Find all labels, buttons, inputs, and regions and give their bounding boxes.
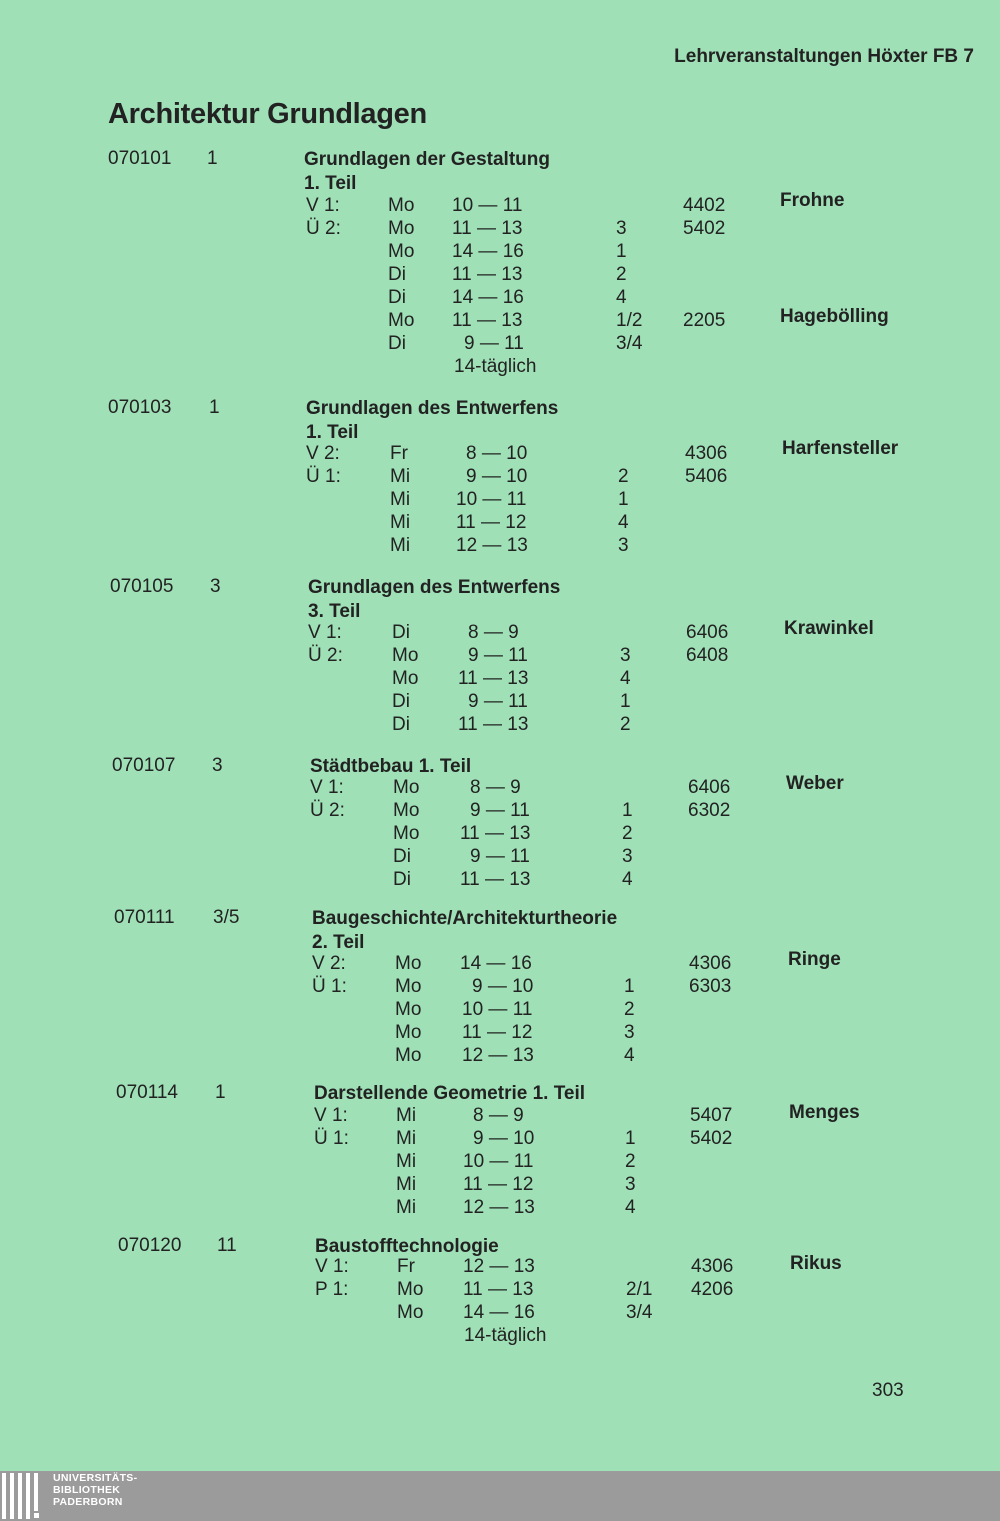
session-row: [0, 1256, 1000, 1279]
session-kind: V 1:: [315, 1256, 349, 1277]
session-day: Mo: [395, 953, 422, 974]
session-day: Mo: [395, 976, 422, 997]
session-group: 3: [624, 1022, 635, 1043]
session-group: 4: [618, 512, 629, 533]
course-name: [308, 576, 560, 624]
session-kind: P 1:: [315, 1279, 349, 1300]
session-day: Fr: [390, 443, 408, 464]
session-day: Di: [392, 622, 410, 643]
session-day: Di: [388, 287, 406, 308]
session-row: [0, 1022, 1000, 1045]
course-part: 1. Teil: [306, 422, 359, 443]
session-kind: Ü 2:: [306, 218, 341, 239]
session-group: 4: [625, 1197, 636, 1218]
session-time: 11 — 13: [460, 869, 531, 890]
session-day: Mi: [390, 512, 411, 533]
session-time: 9 — 10: [473, 1128, 535, 1149]
session-day: Mo: [388, 195, 415, 216]
session-day: Mi: [390, 489, 411, 510]
session-group: 2: [618, 466, 629, 487]
session-time: 14 — 16: [460, 953, 532, 974]
course-name: [312, 907, 617, 955]
course-semester: 1: [209, 397, 220, 418]
session-time: 10 — 11: [462, 999, 533, 1020]
session-day: Mi: [396, 1174, 417, 1195]
session-day: Mo: [393, 823, 420, 844]
course-lecturer: Hagebölling: [780, 306, 889, 327]
session-time: 8 — 10: [466, 443, 528, 464]
session-kind: V 1:: [308, 622, 342, 643]
session-day: Di: [388, 333, 406, 354]
course-name: [306, 397, 558, 445]
session-time: 11 — 12: [463, 1174, 534, 1195]
session-row: [0, 1151, 1000, 1174]
session-group: 1: [616, 241, 627, 262]
course-semester: 11: [217, 1235, 237, 1256]
session-kind: Ü 2:: [308, 645, 343, 666]
session-group: 3/4: [626, 1302, 653, 1323]
library-logo-icon: [2, 1473, 46, 1519]
session-row: [0, 287, 1000, 310]
session-row: [0, 1174, 1000, 1197]
session-row: [0, 535, 1000, 558]
course-code: 070120: [118, 1235, 182, 1256]
course-title: Baugeschichte/Architekturtheorie: [312, 908, 618, 929]
session-group: 2: [620, 714, 631, 735]
session-time: 11 — 13: [458, 668, 529, 689]
session-time: 9 — 11: [464, 333, 524, 354]
session-group: 4: [622, 869, 633, 890]
session-group: 2/1: [626, 1279, 653, 1300]
session-time: 11 — 13: [452, 264, 523, 285]
session-row: [0, 333, 1000, 356]
session-group: 1: [618, 489, 629, 510]
session-day: Mi: [396, 1105, 417, 1126]
course-lecturer: Frohne: [780, 190, 845, 211]
session-kind: V 2:: [306, 443, 340, 464]
session-kind: Ü 1:: [306, 466, 341, 487]
session-day: Mo: [397, 1279, 424, 1300]
session-group: 3: [620, 645, 631, 666]
session-time: 10 — 11: [463, 1151, 534, 1172]
session-room: 4402: [683, 195, 726, 216]
session-kind: V 2:: [312, 953, 346, 974]
session-row: [0, 443, 1000, 466]
course-semester: 3: [210, 576, 221, 597]
session-time: 9 — 10: [472, 976, 534, 997]
session-time: 11 — 13: [452, 310, 523, 331]
course-title: Grundlagen der Gestaltung: [304, 149, 550, 170]
session-time: 12 — 13: [463, 1197, 535, 1218]
session-room: 5402: [683, 218, 726, 239]
session-row: [0, 691, 1000, 714]
session-row: [0, 668, 1000, 691]
session-row: [0, 218, 1000, 241]
course-part: 1. Teil: [304, 173, 357, 194]
session-group: 1: [625, 1128, 636, 1149]
session-group: 4: [616, 287, 627, 308]
session-group: 4: [624, 1045, 635, 1066]
session-day: Mi: [396, 1128, 417, 1149]
session-room: 6408: [686, 645, 729, 666]
session-group: 1: [620, 691, 631, 712]
session-day: Mo: [395, 1022, 422, 1043]
session-group: 3: [618, 535, 629, 556]
session-day: Mi: [396, 1197, 417, 1218]
session-row: [0, 645, 1000, 668]
session-time: 11 — 13: [463, 1279, 534, 1300]
course-code: 070103: [108, 397, 172, 418]
session-room: 6406: [688, 777, 731, 798]
session-row: [0, 310, 1000, 333]
session-room: 4306: [689, 953, 732, 974]
session-row: [0, 953, 1000, 976]
course-lecturer: Rikus: [790, 1253, 842, 1274]
session-day: Mo: [392, 645, 419, 666]
session-row: [0, 1045, 1000, 1068]
session-row: [0, 1128, 1000, 1151]
session-row: [0, 976, 1000, 999]
session-group: 2: [625, 1151, 636, 1172]
course-code: 070101: [108, 148, 172, 169]
library-name-line: PADERBORN: [53, 1496, 123, 1508]
session-row: [0, 512, 1000, 535]
session-time: 14 — 16: [463, 1302, 535, 1323]
course-semester: 1: [207, 148, 218, 169]
session-time: 14 — 16: [452, 241, 524, 262]
course-title: Baustofftechnologie: [315, 1236, 499, 1257]
course-title: Grundlagen des Entwerfens: [308, 577, 561, 598]
session-time: 8 — 9: [473, 1105, 524, 1126]
course-semester: 3: [212, 755, 223, 776]
course-code: 070114: [116, 1082, 178, 1103]
session-kind: Ü 1:: [314, 1128, 349, 1149]
session-room: 4306: [685, 443, 728, 464]
library-footer: [0, 1471, 1000, 1521]
session-group: 1: [622, 800, 633, 821]
course-name: [310, 755, 471, 779]
session-group: 3: [625, 1174, 636, 1195]
session-time: 11 — 13: [452, 218, 523, 239]
session-row: [0, 714, 1000, 737]
course-name: [314, 1082, 585, 1106]
session-row: [0, 241, 1000, 264]
session-group: 4: [620, 668, 631, 689]
session-room: 4306: [691, 1256, 734, 1277]
library-name: [53, 1472, 137, 1508]
course-lecturer: Weber: [786, 773, 844, 794]
session-group: 3: [616, 218, 627, 239]
session-group: 2: [622, 823, 633, 844]
course-lecturer: Menges: [789, 1102, 860, 1123]
session-row: [0, 777, 1000, 800]
session-kind: Ü 2:: [310, 800, 345, 821]
session-row: [0, 999, 1000, 1022]
session-room: 6303: [689, 976, 732, 997]
session-room: 6302: [688, 800, 731, 821]
library-name-line: UNIVERSITÄTS-: [53, 1472, 138, 1484]
session-kind: Ü 1:: [312, 976, 347, 997]
course-lecturer: Ringe: [788, 949, 841, 970]
session-row: [0, 869, 1000, 892]
course-title: Städtbebau 1. Teil: [310, 756, 472, 777]
session-group: 1: [624, 976, 635, 997]
session-day: Mi: [390, 466, 411, 487]
session-row: [0, 823, 1000, 846]
session-row: [0, 466, 1000, 489]
page-number: 303: [872, 1380, 904, 1401]
session-day: Mo: [395, 999, 422, 1020]
session-room: 2205: [683, 310, 726, 331]
session-time: 11 — 13: [460, 823, 531, 844]
session-kind: V 1:: [314, 1105, 348, 1126]
session-time: 12 — 13: [462, 1045, 534, 1066]
session-row: [0, 264, 1000, 287]
session-room: 6406: [686, 622, 729, 643]
session-room: 5407: [690, 1105, 733, 1126]
session-group: 3: [622, 846, 633, 867]
session-row: [0, 1279, 1000, 1302]
session-time: 14 — 16: [452, 287, 524, 308]
session-row: [0, 195, 1000, 218]
session-row: [0, 846, 1000, 869]
session-day: Di: [393, 846, 411, 867]
session-time: 9 — 10: [466, 466, 528, 487]
course-code: 070105: [110, 576, 174, 597]
course-note: 14-täglich: [454, 356, 537, 377]
session-group: 2: [616, 264, 627, 285]
session-day: Mo: [393, 777, 420, 798]
course-lecturer: Harfensteller: [782, 438, 899, 459]
session-time: 9 — 11: [468, 691, 528, 712]
course-lecturer: Krawinkel: [784, 618, 874, 639]
session-room: 5402: [690, 1128, 733, 1149]
session-day: Mi: [396, 1151, 417, 1172]
session-row: [0, 800, 1000, 823]
session-row: [0, 1197, 1000, 1220]
library-name-line: BIBLIOTHEK: [53, 1484, 121, 1496]
session-day: Mo: [395, 1045, 422, 1066]
session-time: 11 — 12: [462, 1022, 533, 1043]
session-room: 5406: [685, 466, 728, 487]
session-day: Mo: [388, 310, 415, 331]
course-code: 070107: [112, 755, 176, 776]
session-row: [0, 1302, 1000, 1325]
session-row: [0, 622, 1000, 645]
session-time: 11 — 12: [456, 512, 527, 533]
session-day: Mo: [397, 1302, 424, 1323]
course-note: 14-täglich: [464, 1325, 547, 1346]
session-time: 11 — 13: [458, 714, 529, 735]
session-time: 8 — 9: [470, 777, 521, 798]
session-group: 3/4: [616, 333, 643, 354]
course-code: 070111: [114, 907, 175, 928]
session-day: Mo: [388, 241, 415, 262]
course-name: [304, 148, 550, 196]
session-day: Mo: [388, 218, 415, 239]
session-row: [0, 1105, 1000, 1128]
course-semester: 1: [215, 1082, 226, 1103]
section-title: Architektur Grundlagen: [108, 98, 427, 130]
session-day: Di: [392, 691, 410, 712]
session-time: 8 — 9: [468, 622, 519, 643]
running-header: Lehrveranstaltungen Höxter FB 7: [674, 46, 974, 67]
session-day: Mo: [393, 800, 420, 821]
session-time: 12 — 13: [456, 535, 528, 556]
session-kind: V 1:: [306, 195, 340, 216]
course-semester: 3/5: [213, 907, 240, 928]
session-day: Di: [393, 869, 411, 890]
session-day: Mo: [392, 668, 419, 689]
session-time: 10 — 11: [456, 489, 527, 510]
session-time: 10 — 11: [452, 195, 523, 216]
session-time: 12 — 13: [463, 1256, 535, 1277]
session-time: 9 — 11: [470, 800, 530, 821]
session-group: 2: [624, 999, 635, 1020]
session-day: Di: [388, 264, 406, 285]
session-time: 9 — 11: [468, 645, 528, 666]
course-title: Grundlagen des Entwerfens: [306, 398, 559, 419]
session-time: 9 — 11: [470, 846, 530, 867]
session-group: 1/2: [616, 310, 643, 331]
course-part: 3. Teil: [308, 601, 361, 622]
session-day: Mi: [390, 535, 411, 556]
session-kind: V 1:: [310, 777, 344, 798]
session-day: Di: [392, 714, 410, 735]
course-title: Darstellende Geometrie 1. Teil: [314, 1083, 586, 1104]
session-day: Fr: [397, 1256, 415, 1277]
course-part: 2. Teil: [312, 932, 365, 953]
session-row: [0, 489, 1000, 512]
session-room: 4206: [691, 1279, 734, 1300]
